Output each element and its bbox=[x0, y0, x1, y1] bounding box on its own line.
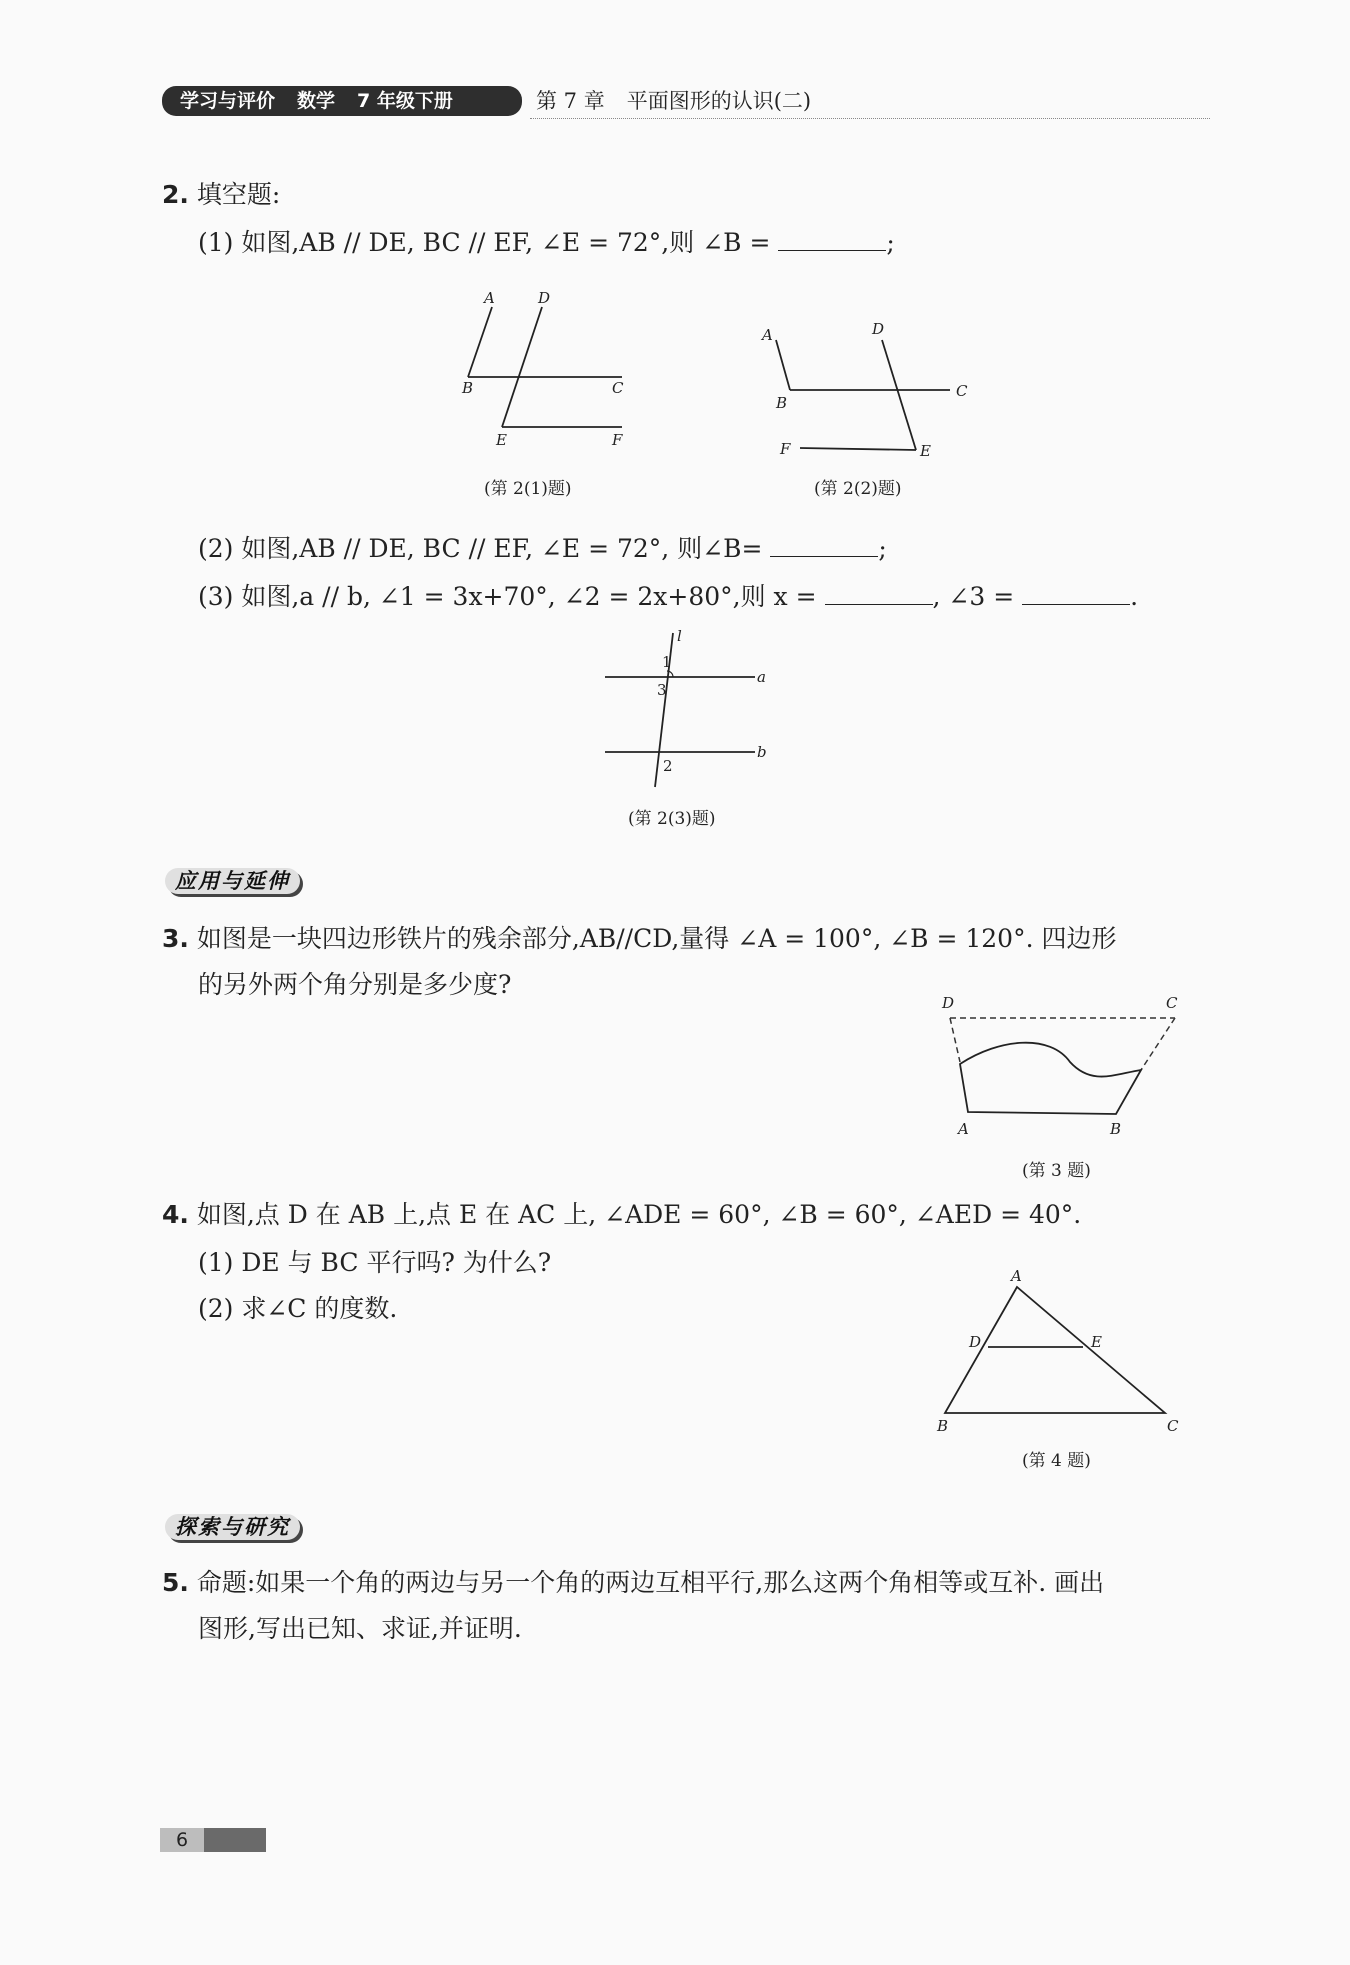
label-angle-2: 2 bbox=[663, 757, 673, 775]
label-b: B bbox=[937, 1417, 949, 1435]
line-de bbox=[502, 307, 542, 427]
caption-2-2: (第 2(2)题) bbox=[814, 479, 902, 499]
label-c: C bbox=[956, 382, 968, 400]
figure-4 bbox=[925, 1265, 1195, 1435]
label-a: A bbox=[1011, 1267, 1022, 1285]
q2-part1-text: (1) 如图,AB // DE, BC // EF, ∠E = 72°,则 ∠B = bbox=[198, 228, 771, 257]
label-l: l bbox=[677, 627, 682, 645]
q4-line1 bbox=[162, 1198, 1081, 1232]
line-de bbox=[882, 340, 916, 450]
q4-sub1: (1) DE 与 BC 平行吗? 为什么? bbox=[198, 1248, 552, 1277]
label-c: C bbox=[1166, 994, 1178, 1012]
q3-text1: 如图是一块四边形铁片的残余部分,AB//CD,量得 ∠A = 100°, ∠B = 120°. 四边形 bbox=[196, 924, 1117, 953]
label-d: D bbox=[969, 1333, 982, 1351]
label-c: C bbox=[612, 379, 624, 397]
answer-blank[interactable] bbox=[778, 226, 886, 251]
dashed-cb bbox=[1141, 1018, 1175, 1070]
q2-part1-end: ; bbox=[886, 228, 895, 257]
q4-number: 4. bbox=[162, 1200, 189, 1229]
figure-2-2 bbox=[750, 312, 980, 467]
iron-sheet bbox=[960, 1043, 1141, 1114]
label-c: C bbox=[1167, 1417, 1179, 1435]
label-e: E bbox=[1091, 1333, 1102, 1351]
label-e: E bbox=[920, 442, 931, 460]
chapter-title: 平面图形的认识(二) bbox=[626, 89, 812, 113]
q3-number: 3. bbox=[162, 924, 189, 953]
q2-title: 填空题: bbox=[196, 180, 281, 209]
label-d: D bbox=[872, 320, 885, 338]
grade: 7 年级下册 bbox=[357, 90, 453, 112]
answer-blank-x[interactable] bbox=[825, 580, 933, 605]
label-a: A bbox=[762, 326, 773, 344]
book-header-tag bbox=[162, 86, 522, 116]
line-fe bbox=[800, 448, 916, 450]
q5-line2: 图形,写出已知、求证,并证明. bbox=[198, 1614, 522, 1643]
q2-part3-text: (3) 如图,a // b, ∠1 = 3x+70°, ∠2 = 2x+80°,则 x = bbox=[198, 582, 817, 611]
q2-part3 bbox=[198, 580, 1138, 614]
section-explore-research: 探索与研究 bbox=[165, 1514, 300, 1540]
label-d: D bbox=[538, 289, 551, 307]
label-b: B bbox=[462, 379, 474, 397]
line-ab bbox=[776, 340, 790, 390]
label-f: F bbox=[612, 431, 623, 449]
label-b: B bbox=[776, 394, 788, 412]
figure-2-1 bbox=[440, 285, 640, 460]
label-d: D bbox=[942, 994, 955, 1012]
header-divider bbox=[530, 118, 1210, 119]
q2-heading bbox=[162, 178, 280, 212]
answer-blank[interactable] bbox=[770, 532, 878, 557]
q2-part3-mid: , ∠3 = bbox=[932, 582, 1015, 611]
label-angle-1: 1 bbox=[662, 653, 672, 671]
q2-part2 bbox=[198, 532, 887, 566]
line-ab bbox=[468, 307, 492, 377]
q2-part1 bbox=[198, 226, 895, 260]
figure-2-3 bbox=[595, 625, 775, 795]
book-title: 学习与评价 bbox=[180, 90, 276, 112]
caption-4: (第 4 题) bbox=[1022, 1451, 1091, 1471]
label-a: A bbox=[958, 1120, 969, 1138]
figure-3 bbox=[930, 990, 1200, 1140]
subject: 数学 bbox=[297, 90, 336, 112]
section-apply-extend: 应用与延伸 bbox=[165, 868, 300, 894]
label-b: B bbox=[1110, 1120, 1122, 1138]
q4-sub2: (2) 求∠C 的度数. bbox=[198, 1294, 398, 1323]
caption-3: (第 3 题) bbox=[1022, 1161, 1091, 1181]
label-f: F bbox=[780, 440, 791, 458]
page-number: 6 bbox=[160, 1828, 204, 1852]
label-angle-3: 3 bbox=[657, 681, 667, 699]
caption-2-3: (第 2(3)题) bbox=[628, 809, 716, 829]
q2-part2-end: ; bbox=[878, 534, 887, 563]
label-a: a bbox=[757, 668, 766, 686]
q5-number: 5. bbox=[162, 1568, 189, 1597]
q5-text1: 命题:如果一个角的两边与另一个角的两边互相平行,那么这两个角相等或互补. 画出 bbox=[196, 1568, 1105, 1597]
q3-line2: 的另外两个角分别是多少度? bbox=[198, 970, 512, 999]
q2-number: 2. bbox=[162, 180, 189, 209]
label-e: E bbox=[496, 431, 507, 449]
caption-2-1: (第 2(1)题) bbox=[484, 479, 572, 499]
chapter-number: 第 7 章 bbox=[536, 89, 605, 113]
answer-blank-angle3[interactable] bbox=[1022, 580, 1130, 605]
chapter-heading bbox=[536, 86, 833, 116]
q2-part3-end: . bbox=[1130, 582, 1139, 611]
q2-part2-text: (2) 如图,AB // DE, BC // EF, ∠E = 72°, 则∠B= bbox=[198, 534, 763, 563]
label-b: b bbox=[757, 743, 767, 761]
q3-line1 bbox=[162, 922, 1116, 956]
label-a: A bbox=[484, 289, 495, 307]
dashed-da bbox=[950, 1018, 960, 1062]
q4-text1: 如图,点 D 在 AB 上,点 E 在 AC 上, ∠ADE = 60°, ∠B = 60°, ∠AED = 40°. bbox=[196, 1200, 1082, 1229]
q5-line1 bbox=[162, 1566, 1104, 1600]
